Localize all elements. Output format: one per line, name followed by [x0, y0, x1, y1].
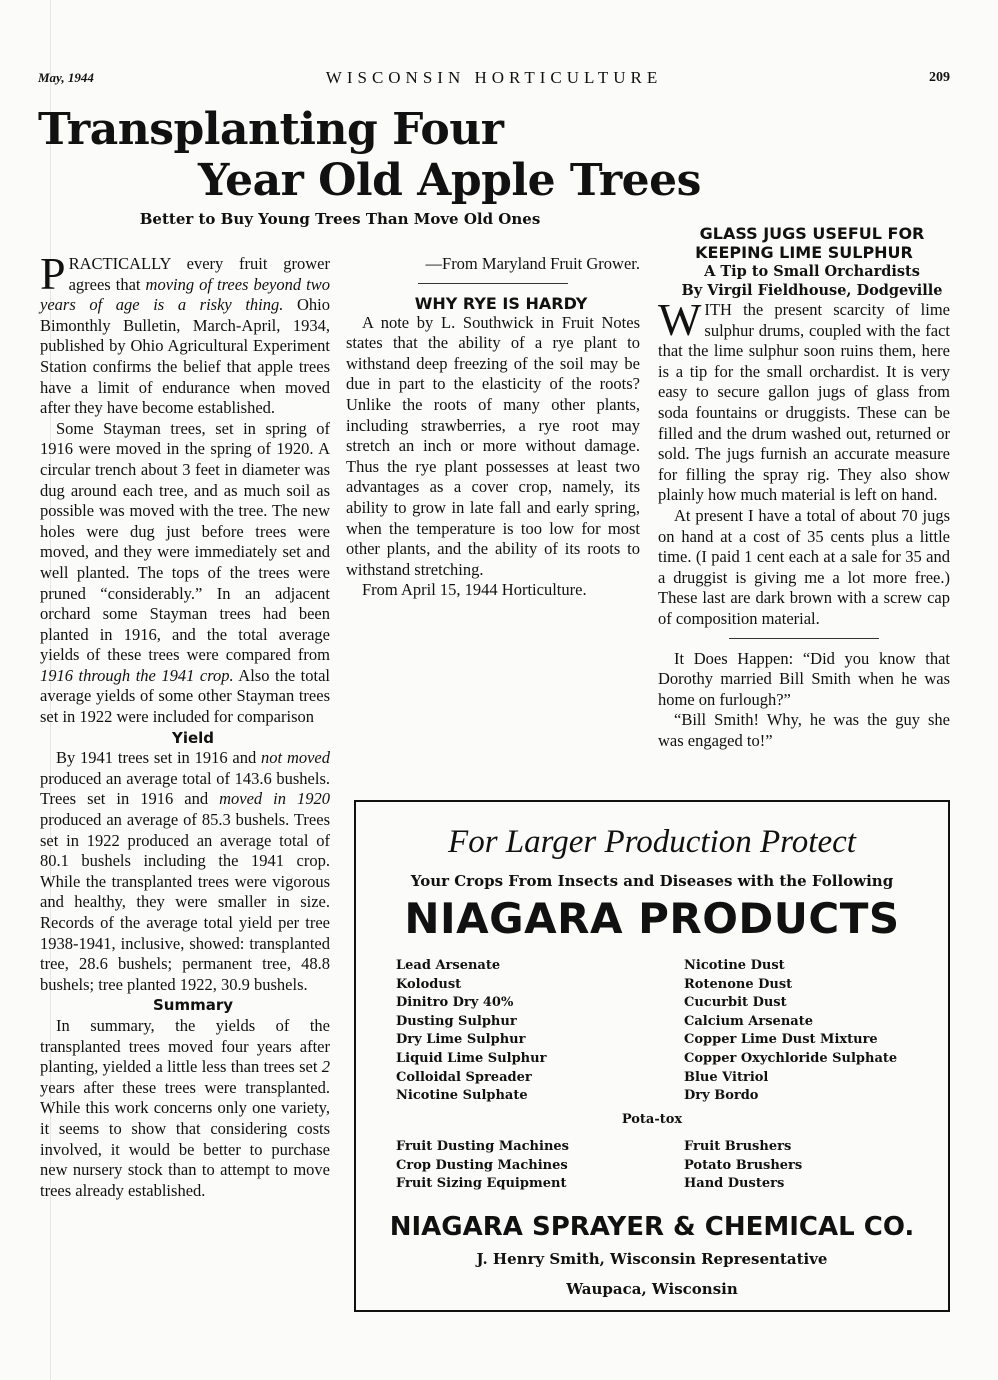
drop-cap: W	[658, 294, 702, 345]
ad-company: NIAGARA SPRAYER & CHEMICAL CO.	[389, 1212, 915, 1242]
equipment-list-right	[684, 1138, 802, 1194]
ad-headline: For Larger Production Protect	[448, 824, 856, 860]
article-title-line2: Year Old Apple Trees	[198, 155, 701, 206]
article-paragraph-4: In summary, the yields of the transplanted trees moved four years after planting, yielded a little less than trees set 2 years after these trees were transplanted. While this work concerns only one variety, it seems to show that considering costs involved, it would be better to purchase new nursery stock than to attempt to move trees already established.	[40, 1015, 330, 1200]
jugs-byline: By Virgil Fieldhouse, Dodgeville	[681, 282, 943, 299]
product-item: Colloidal Spreader	[396, 1069, 532, 1085]
jugs-tip: A Tip to Small Orchardists	[704, 263, 920, 280]
product-item: Nicotine Sulphate	[396, 1088, 528, 1104]
jugs-paragraph-1: WITH the present scarcity of lime sulphur drums, coupled with the fact that the lime sulphur soon ruins them, here is a tip for the small orchardist. It is very easy to secure gallon jugs of glass from soda fountains or druggists. These can be filled and the drum washed out, returned or sold. The jugs furnish an accurate measure for filling the spray rig. They also show plainly how much material is left on hand.	[658, 294, 950, 505]
column-2	[346, 254, 640, 601]
product-item: Blue Vitriol	[684, 1069, 769, 1085]
article-paragraph-3: By 1941 trees set in 1916 and not moved produced an average total of 143.6 bushels. Trees set in 1916 and moved in 1920 produced an average of 85.3 bushels. Trees set in 1922 produced an average total of 80.1 bushels including the 1941 crop. While the transplanted trees were vigorous and healthy, they were smaller in size. Records of the average total yield per tree 1938-1941, inclusive, showed: transplanted tree, 28.6 bushels; permanent tree, 48.8 bushels; tree planted 1922, 30.9 bushels.	[40, 748, 331, 994]
equipment-item: Crop Dusting Machines	[396, 1157, 568, 1173]
running-header	[38, 70, 950, 92]
article-paragraph-1: PRACTICALLY every fruit grower agrees that moving of trees beyond two years of age is a risky thing. Ohio Bimonthly Bulletin, March-April, 1934, published by Ohio Agricultural Experiment Station confirms the belief that apple trees have a limit of endurance when moved after they have become established.	[40, 248, 330, 418]
divider	[418, 283, 568, 284]
product-item: Dusting Sulphur	[396, 1013, 517, 1029]
product-item: Dinitro Dry 40%	[396, 995, 514, 1011]
equipment-item: Fruit Sizing Equipment	[396, 1176, 567, 1192]
product-item: Dry Bordo	[684, 1088, 759, 1104]
article-subtitle: Better to Buy Young Trees Than Move Old Ones	[139, 210, 541, 228]
product-item: Liquid Lime Sulphur	[396, 1050, 547, 1066]
ad-brand: NIAGARA PRODUCTS	[404, 894, 900, 943]
equipment-list-left	[396, 1138, 569, 1194]
product-item: Dry Lime Sulphur	[396, 1032, 526, 1048]
divider	[729, 638, 879, 639]
product-item: Rotenone Dust	[684, 976, 793, 992]
article-title-line1: Transplanting Four	[38, 104, 504, 155]
rye-source: From April 15, 1944 Horticulture.	[362, 580, 587, 600]
journal-title: WISCONSIN HORTICULTURE	[325, 68, 663, 87]
equipment-item: Fruit Brushers	[684, 1139, 792, 1154]
equipment-item: Hand Dusters	[684, 1176, 785, 1192]
product-item: Cucurbit Dust	[684, 995, 787, 1011]
product-list-left	[396, 957, 546, 1106]
product-item: Copper Oxychloride Sulphate	[684, 1050, 898, 1066]
page-number: 209	[929, 70, 950, 85]
ad-subhead: Your Crops From Insects and Diseases with the Following	[410, 872, 894, 890]
product-list-right	[684, 957, 897, 1106]
ad-representative: J. Henry Smith, Wisconsin Representative	[476, 1250, 828, 1268]
rye-paragraph: A note by L. Southwick in Fruit Notes states that the ability of a rye plant to withstand deep freezing of the soil may be due in part to the elasticity of the roots? Unlike the roots of many other plants, including strawberries, a rye root may stretch an inch or more without damage. Thus the rye plant possesses at least two advantages as a cover crop, namely, its ability to grow in late fall and early spring, when the temperature is too low for most other plants, and the ability of its roots to withstand stretching.	[346, 312, 640, 579]
equipment-item: Potato Brushers	[684, 1157, 803, 1173]
product-center: Pota-tox	[621, 1112, 683, 1127]
product-item: Kolodust	[396, 976, 462, 992]
equipment-item: Fruit Dusting Machines	[396, 1139, 569, 1154]
jugs-heading: GLASS JUGS USEFUL FOR KEEPING LIME SULPHUR	[695, 224, 925, 262]
jugs-paragraph-2: At present I have a total of about 70 jugs on hand at a cost of 35 cents plus a little time. (I paid 1 cent each at a sale for 35 and a druggist is giving me a lot more free.) These last are dark brown with a screw cap of composition material.	[658, 505, 950, 628]
product-item: Calcium Arsenate	[684, 1013, 813, 1029]
product-item: Lead Arsenate	[396, 958, 501, 973]
section-heading-yield: Yield	[171, 728, 215, 747]
joke-paragraph-1: It Does Happen: “Did you know that Dorothy married Bill Smith when he was home on furlough?”	[658, 648, 950, 709]
article-paragraph-2: Some Stayman trees, set in spring of 1916 were moved in the spring of 1920. A circular trench about 3 feet in diameter was dug around each tree, and as much soil as possible was moved with the tree. The new holes were dug just before trees were moved, and they were immediately set and well planted. The tops of the trees were pruned “considerably.” In an adjacent orchard some Stayman trees had been planted in 1916, and the total average yields of these trees were compared from 1916 through the 1941 crop. Also the total average yields of some other Stayman trees set in 1922 were included for comparison	[40, 418, 330, 727]
product-item: Copper Lime Dust Mixture	[684, 1032, 878, 1048]
section-heading-summary: Summary	[152, 996, 234, 1015]
article-source: —From Maryland Fruit Grower.	[425, 254, 640, 273]
issue-date: May, 1944	[38, 70, 94, 85]
joke-paragraph-2: “Bill Smith! Why, he was the guy she was engaged to!”	[658, 710, 950, 750]
ad-city: Waupaca, Wisconsin	[566, 1280, 738, 1298]
rye-heading: WHY RYE IS HARDY	[414, 293, 588, 313]
drop-cap: P	[40, 248, 66, 299]
product-item: Nicotine Dust	[684, 958, 785, 973]
column-1	[40, 248, 331, 1201]
column-3	[658, 224, 950, 751]
niagara-advertisement	[354, 800, 950, 1312]
